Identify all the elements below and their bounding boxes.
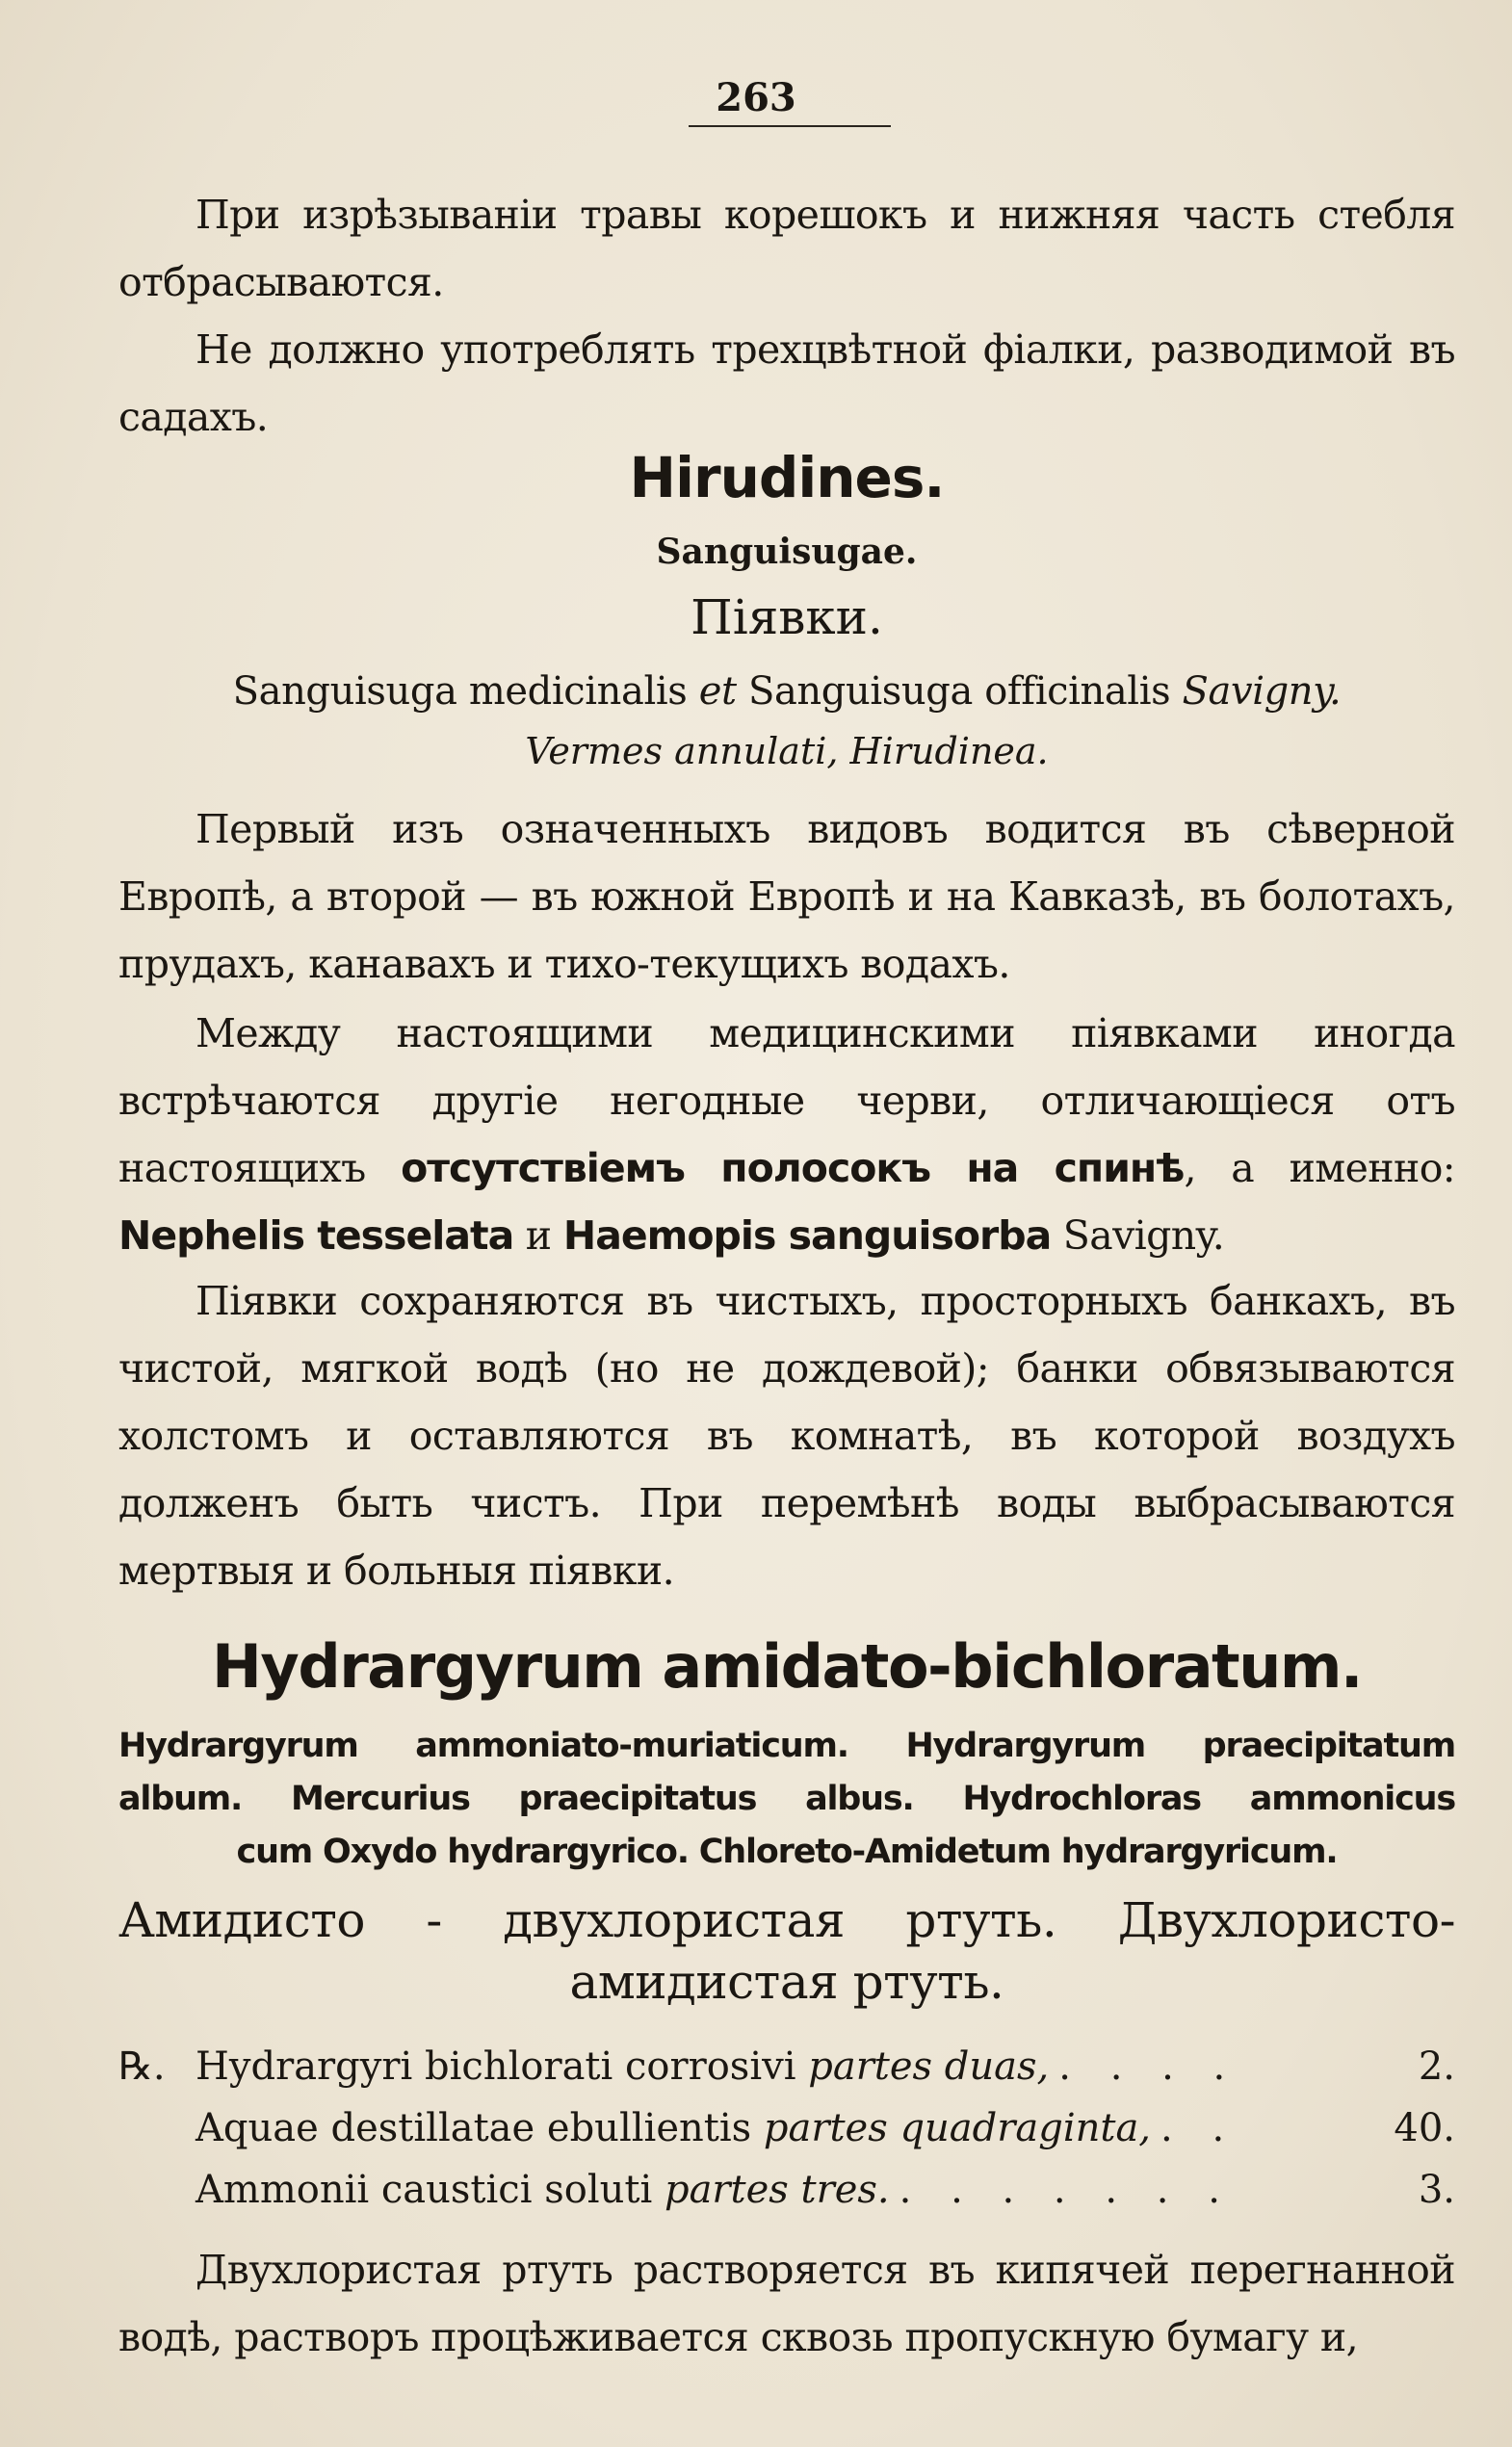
- page-number-wrap: [0, 75, 1512, 120]
- recipe: [118, 2036, 1455, 2221]
- hirudines-paragraph-1: Первый изъ означенныхъ видовъ водится въ сѣверной Европѣ, а второй — въ южной Европѣ и на Кавказѣ, въ болотахъ, прудахъ, канавахъ и тихо-текущихъ водахъ.: [118, 806, 1455, 987]
- synonyms-line-3: cum Oxydo hydrargyrico. Chloreto-Amidetum hydrargyricum.: [236, 1833, 1338, 1871]
- section-subtitle-sanguisugae: Sanguisugae.: [656, 532, 918, 572]
- recipe-amount: 3.: [1418, 2168, 1455, 2212]
- recipe-ingredient: Ammonii caustici soluti partes tres.: [196, 2168, 890, 2212]
- recipe-ingredient: Hydrargyri bichlorati corrosivi partes duas,: [196, 2044, 1050, 2089]
- hirudines-paragraph-2: [118, 1000, 1455, 1269]
- latin-et: et: [698, 669, 737, 714]
- section-russian-name: Піявки.: [691, 589, 883, 645]
- latin-name-1: Sanguisuga medicinalis: [232, 669, 688, 714]
- recipe-row: [118, 2097, 1455, 2159]
- page-number-rule: [689, 125, 891, 127]
- p2-text-a: Между настоящими медицинскими піявками иногда встрѣчаются другіе негодные черви, отличающіеся отъ настоящихъ: [118, 1010, 1455, 1191]
- recipe-leader-dots: . .: [1160, 2106, 1238, 2150]
- recipe-row: [118, 2159, 1455, 2221]
- russian-title-line-2: амидистая ртуть.: [569, 1954, 1004, 2010]
- species-latin-names: [118, 669, 1455, 714]
- latin-name-2: Sanguisuga officinalis: [747, 669, 1171, 714]
- p2-species-haemopis: Haemopis sanguisorba: [562, 1212, 1052, 1259]
- recipe-row: [118, 2036, 1455, 2097]
- synonyms-line-1: Hydrargyrum ammoniato-muriaticum. Hydrargyrum praecipitatum: [118, 1727, 1455, 1765]
- page-number: 263: [716, 75, 796, 120]
- recipe-ingredient: Aquae destillatae ebullientis partes quadraginta,: [196, 2106, 1152, 2150]
- p2-text-c: , а именно:: [1184, 1145, 1455, 1191]
- p2-emphasis-absence: отсутствіемъ полосокъ на спинѣ: [401, 1145, 1185, 1191]
- recipe-amount: 40.: [1394, 2106, 1455, 2150]
- recipe-leader-dots: . . . . . . .: [899, 2168, 1234, 2212]
- hydrargyrum-paragraph-1: Двухлористая ртуть растворяется въ кипячей перегнанной водѣ, растворъ процѣживается сквозь пропускную бумагу и,: [118, 2247, 1455, 2360]
- latin-author: Savigny.: [1182, 669, 1342, 714]
- p2-species-nephelis: Nephelis tesselata: [118, 1212, 514, 1259]
- hydrargyrum-russian-title: [118, 1889, 1455, 2013]
- recipe-amount: 2.: [1418, 2044, 1455, 2089]
- hydrargyrum-synonyms: [118, 1720, 1455, 1879]
- p2-text-e: и: [525, 1212, 552, 1259]
- russian-title-line-1: Амидисто - двухлористая ртуть. Двухлористо-: [118, 1892, 1455, 1948]
- synonyms-line-2: album. Mercurius praecipitatus albus. Hydrochloras ammonicus: [118, 1780, 1455, 1818]
- section-title-hydrargyrum: Hydrargyrum amidato-bichloratum.: [212, 1631, 1362, 1702]
- intro-paragraph-2: Не должно употреблять трехцвѣтной фіалки, разводимой въ садахъ.: [118, 326, 1455, 440]
- intro-paragraph-1: При изрѣзываніи травы корешокъ и нижняя часть стебля отбрасываются.: [118, 192, 1455, 305]
- hirudines-paragraph-3: Піявки сохраняются въ чистыхъ, просторныхъ банкахъ, въ чистой, мягкой водѣ (но не дождевой); банки обвязываются холстомъ и оставляются въ комнатѣ, въ которой воздухъ долженъ быть чистъ. При перемѣнѣ воды выбрасываются мертвыя и больныя піявки.: [118, 1278, 1455, 1594]
- recipe-leader-dots: . . . .: [1058, 2044, 1239, 2089]
- section-title-hirudines: Hirudines.: [629, 445, 945, 510]
- recipe-symbol: ℞.: [118, 2044, 166, 2089]
- p2-author: Savigny.: [1062, 1212, 1225, 1259]
- classification: Vermes annulati, Hirudinea.: [525, 730, 1049, 772]
